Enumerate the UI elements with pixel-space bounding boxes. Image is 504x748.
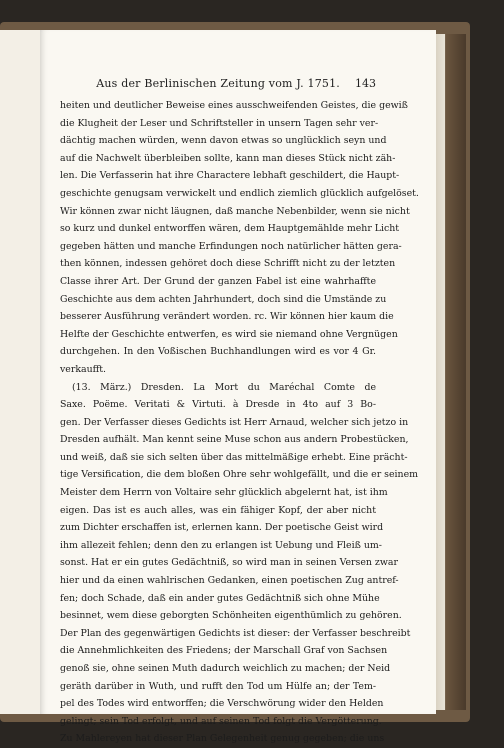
text-line: Wir können zwar nicht läugnen, daß manche Nebenbilder, wenn sie nicht <box>60 205 410 217</box>
text-line: hier und da einen wahlrischen Gedanken, einen poetischen Zug antref- <box>60 575 399 587</box>
text-line: fen; doch Schade, daß ein ander gutes Gedächtniß sich ohne Mühe <box>60 592 380 604</box>
text-line: zum Dichter erschaffen ist, erlernen kann. Der poetische Geist wird <box>60 522 384 534</box>
text-line: heiten und deutlicher Beweise eines ausschweifenden Geistes, die gewiß <box>60 100 408 111</box>
text-line: dächtig machen würden, wenn davon etwas so unglücklich seyn und <box>60 135 387 147</box>
text-line: genoß sie, ohne seinen Muth dadurch weichlich zu machen; der Neid <box>60 663 391 674</box>
text-line: gelingt; sein Tod erfolgt, und auf seinen Tod folgt die Vergötterung. <box>60 715 382 727</box>
text-line: (13. März.) Dresden. La Mort du Maréchal Comte de <box>72 381 376 393</box>
text-line: gegeben hätten und manche Erfindungen noch natürlicher hätten gera- <box>60 240 402 252</box>
page-header <box>80 77 376 93</box>
text-line: ihm allezeit fehlen; denn den zu erlangen ist Uebung und Fleiß um- <box>60 539 382 551</box>
page-number: 143 <box>355 77 376 90</box>
running-title: Aus der Berlinischen Zeitung vom J. 1751. <box>96 77 340 90</box>
text-line: und weiß, daß sie sich selten über das mittelmäßige erhebt. Eine prächt- <box>60 451 408 463</box>
text-line: pel des Todes wird entworffen; die Verschwörung wider den Helden <box>60 698 384 710</box>
text-line: die Annehmlichkeiten des Friedens; der Marschall Graf von Sachsen <box>60 645 388 657</box>
text-line: Zu Mahlereyen hat dieser Plan Gelegenheit genug gegeben; die uns <box>60 733 385 745</box>
text-line: Dresden aufhält. Man kennt seine Muse schon aus andern Probestücken, <box>60 434 409 446</box>
page-block-edge <box>436 34 466 710</box>
text-line: Helfte der Geschichte entwerfen, es wird sie niemand ohne Vergnügen <box>60 328 398 340</box>
text-line: auf die Nachwelt überbleiben sollte, kann man dieses Stück nicht zäh- <box>60 152 396 164</box>
text-line: Classe ihrer Art. Der Grund der ganzen Fabel ist eine wahrhaffte <box>60 275 376 287</box>
text-line: Der Plan des gegenwärtigen Gedichts ist dieser: der Verfasser beschreibt <box>60 627 411 639</box>
text-line: tige Versification, die dem bloßen Ohre sehr wohlgefällt, und die er seinem <box>60 469 419 481</box>
text-line: Meister dem Herrn von Voltaire sehr glücklich abgelernt hat, ist ihm <box>60 487 388 499</box>
body-text <box>60 97 419 748</box>
text-line: so kurz und dunkel entworffen wären, dem Hauptgemählde mehr Licht <box>60 223 400 235</box>
facing-page-edge <box>0 30 41 714</box>
text-line: durchgehen. In den Voßischen Buchhandlungen wird es vor 4 Gr. <box>60 346 376 358</box>
text-line: then können, indessen gehöret doch diese Schrifft nicht zu der letzten <box>60 258 396 270</box>
text-line: gen. Der Verfasser dieses Gedichts ist Herr Arnaud, welcher sich jetzo in <box>60 416 409 428</box>
text-line: besserer Ausführung verändert worden. rc. Wir können hier kaum die <box>60 311 394 323</box>
text-line: geschichte genugsam verwickelt und endlich ziemlich glücklich aufgelöset. <box>60 187 419 199</box>
text-line: die Klugheit der Leser und Schriftsteller in unsern Tagen sehr ver- <box>60 117 379 129</box>
text-line: besinnet, wem diese geborgten Schönheiten eigenthümlich zu gehören. <box>60 610 402 622</box>
text-line: verkaufft. <box>60 363 107 375</box>
text-line: Geschichte aus dem achten Jahrhundert, doch sind die Umstände zu <box>60 293 387 305</box>
text-line: Saxe. Poëme. Veritati & Virtuti. à Dresde in 4to auf 3 Bo- <box>60 399 376 411</box>
text-line: sonst. Hat er ein gutes Gedächtniß, so wird man in seinen Versen zwar <box>60 557 398 569</box>
text-line: len. Die Verfasserin hat ihre Charactere lebhaft geschildert, die Haupt- <box>60 170 400 182</box>
text-line: geräth darüber in Wuth, und rufft den Tod um Hülfe an; der Tem- <box>60 680 376 692</box>
text-line: eigen. Das ist es auch alles, was ein fähiger Kopf, der aber nicht <box>60 504 376 516</box>
